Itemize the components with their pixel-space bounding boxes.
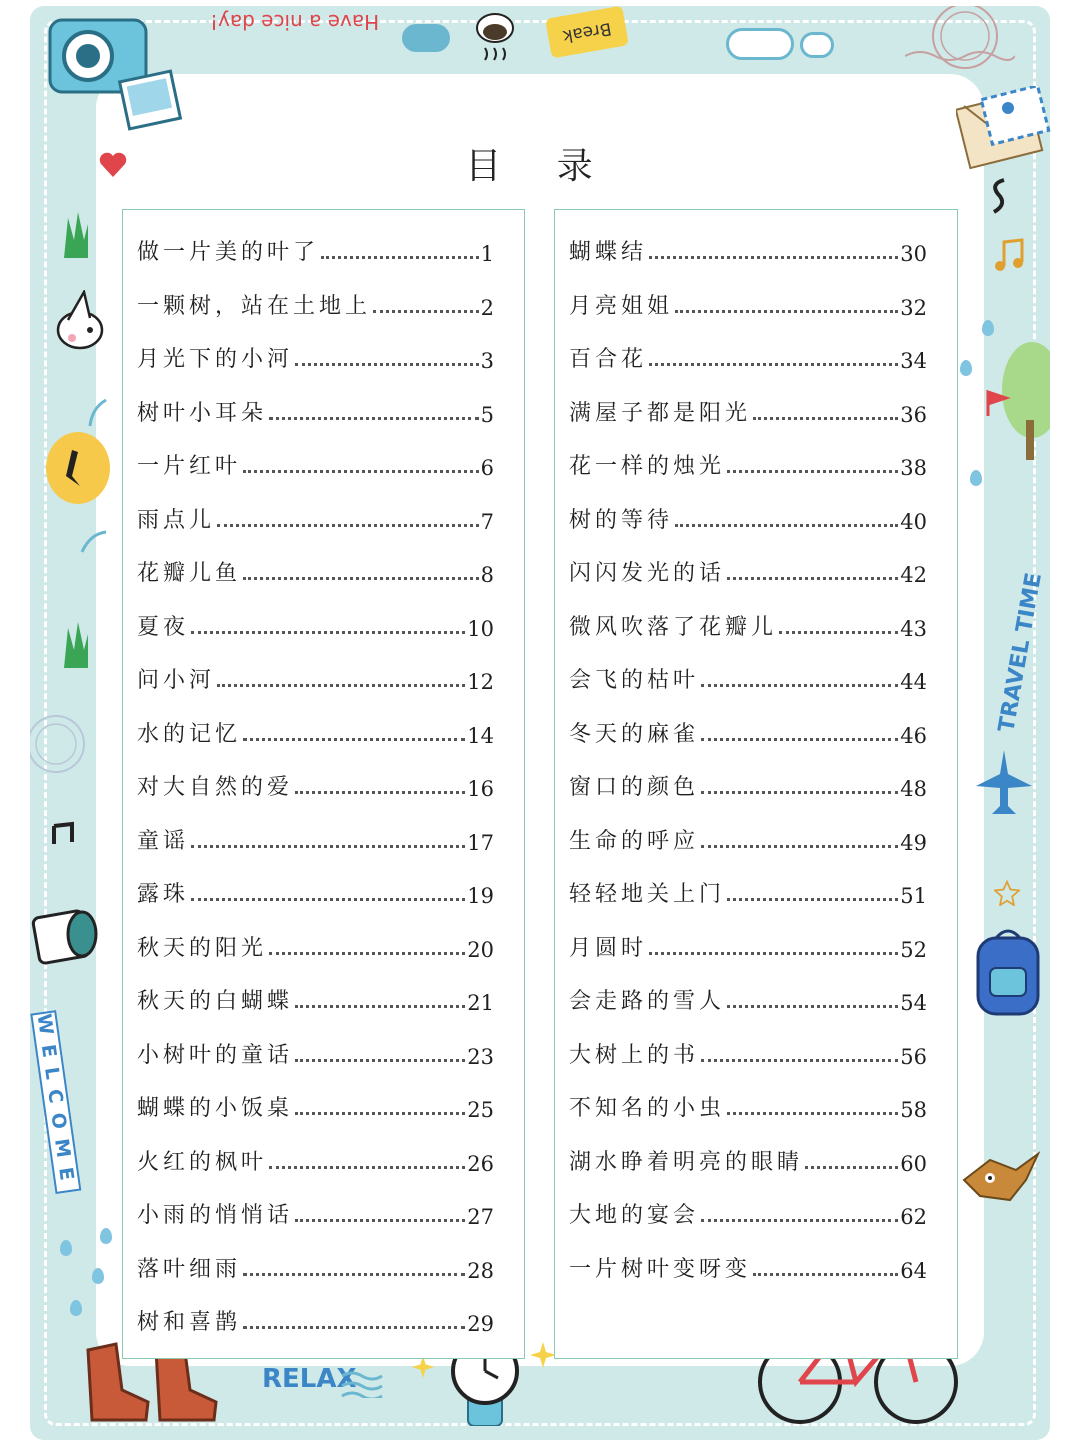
toc-entry-page: 30 bbox=[900, 242, 927, 266]
toc-entry-page: 64 bbox=[900, 1258, 927, 1283]
toc-entry-page: 16 bbox=[467, 777, 494, 801]
raindrop-icon bbox=[60, 1240, 72, 1256]
break-text: Break bbox=[561, 17, 613, 47]
flag-icon bbox=[982, 388, 1012, 418]
toc-entry[interactable] bbox=[137, 654, 494, 694]
toc-entry-page: 6 bbox=[480, 456, 494, 480]
dot-leader bbox=[217, 684, 465, 687]
toc-entry-title: 花一样的烛光 bbox=[569, 454, 726, 479]
dot-leader bbox=[701, 1219, 898, 1222]
toc-entry-page: 21 bbox=[467, 991, 494, 1015]
toc-entry-page: 52 bbox=[900, 937, 927, 962]
seagull-icon bbox=[80, 530, 110, 560]
toc-entry[interactable] bbox=[137, 761, 494, 801]
toc-entry-page: 1 bbox=[480, 242, 494, 266]
toc-entry-page: 51 bbox=[900, 884, 927, 908]
dot-leader bbox=[191, 898, 465, 901]
toc-entry[interactable] bbox=[137, 868, 494, 908]
dot-leader bbox=[701, 845, 898, 848]
toc-entry-page: 54 bbox=[900, 991, 927, 1015]
relax-text: RELAX bbox=[262, 1364, 357, 1394]
toc-entry-title: 火红的枫叶 bbox=[137, 1149, 268, 1175]
toc-entry-title: 小雨的悄悄话 bbox=[137, 1203, 294, 1228]
toc-entry-title: 月光下的小河 bbox=[137, 347, 294, 372]
toc-entry-page: 27 bbox=[467, 1205, 494, 1229]
toc-entry-title: 大地的宴会 bbox=[569, 1203, 700, 1228]
toc-entry-title: 一片树叶变呀变 bbox=[569, 1256, 752, 1282]
toc-entry[interactable] bbox=[569, 868, 927, 908]
dot-leader bbox=[753, 417, 898, 420]
dot-leader bbox=[727, 1112, 898, 1115]
dot-leader bbox=[295, 1112, 465, 1115]
toc-entry-title: 露珠 bbox=[137, 882, 190, 907]
script-greeting bbox=[210, 10, 379, 34]
toc-entry[interactable] bbox=[569, 1243, 927, 1283]
dot-leader bbox=[727, 898, 898, 901]
toc-entry-title: 树叶小耳朵 bbox=[137, 400, 268, 426]
toc-entry[interactable] bbox=[137, 815, 494, 855]
toc-entry-title: 花瓣儿鱼 bbox=[137, 561, 242, 586]
toc-entry-title: 百合花 bbox=[569, 347, 648, 372]
toc-entry-page: 48 bbox=[900, 777, 927, 801]
toc-entry-page: 29 bbox=[467, 1312, 494, 1336]
toc-entry-page: 38 bbox=[900, 456, 927, 480]
toc-entry-title: 一片红叶 bbox=[137, 454, 242, 479]
dot-leader bbox=[191, 631, 465, 634]
toc-entry-page: 10 bbox=[467, 616, 494, 641]
toc-entry-title: 蝴蝶结 bbox=[569, 240, 648, 265]
toc-entry[interactable] bbox=[569, 815, 927, 855]
dot-leader bbox=[373, 310, 479, 313]
toc-entry-page: 28 bbox=[467, 1258, 494, 1283]
cloud-icon bbox=[800, 32, 834, 58]
toc-entry[interactable] bbox=[569, 1189, 927, 1229]
owl-icon bbox=[960, 1150, 1040, 1210]
toc-entry[interactable] bbox=[137, 1136, 494, 1176]
toc-entry-page: 42 bbox=[900, 563, 927, 587]
dot-leader bbox=[675, 310, 898, 313]
dot-leader bbox=[675, 524, 898, 527]
toc-entry-title: 夏夜 bbox=[137, 614, 190, 640]
toc-entry-page: 40 bbox=[900, 509, 927, 534]
toc-entry-page: 32 bbox=[900, 295, 927, 320]
toc-entry-title: 问小河 bbox=[137, 668, 216, 693]
toc-entry-page: 12 bbox=[467, 670, 494, 694]
toc-entry[interactable] bbox=[569, 654, 927, 694]
dot-leader bbox=[727, 577, 898, 580]
toc-entry[interactable] bbox=[569, 922, 927, 962]
hat-icon bbox=[42, 428, 116, 508]
toc-entry-page: 60 bbox=[900, 1151, 927, 1176]
wave-icon bbox=[340, 1368, 390, 1398]
toc-entry[interactable] bbox=[137, 1029, 494, 1069]
toc-entry[interactable] bbox=[137, 975, 494, 1015]
toc-entry-page: 34 bbox=[900, 349, 927, 373]
toc-entry[interactable] bbox=[569, 333, 927, 373]
toc-entry-page: 62 bbox=[900, 1205, 927, 1229]
toc-entry-title: 轻轻地关上门 bbox=[569, 882, 726, 907]
toc-entry[interactable] bbox=[137, 1189, 494, 1229]
toc-column-right bbox=[554, 209, 958, 1359]
toc-entry-title: 秋天的阳光 bbox=[137, 935, 268, 961]
toc-entry-title: 会走路的雪人 bbox=[569, 989, 726, 1014]
dot-leader bbox=[295, 1219, 465, 1222]
toc-entry-title: 雨点儿 bbox=[137, 507, 216, 533]
dot-leader bbox=[295, 791, 465, 794]
star-icon bbox=[994, 880, 1020, 906]
toc-entry-title: 生命的呼应 bbox=[569, 828, 700, 854]
dot-leader bbox=[217, 524, 479, 527]
toc-entry[interactable] bbox=[569, 280, 927, 320]
dot-leader bbox=[701, 738, 898, 741]
toc-entry-page: 3 bbox=[480, 349, 494, 373]
bird-icon bbox=[50, 290, 110, 360]
toc-entry-title: 冬天的麻雀 bbox=[569, 721, 700, 747]
toc-entry-page: 49 bbox=[900, 830, 927, 855]
music-note-icon bbox=[990, 236, 1030, 276]
toc-entry-title: 月亮姐姐 bbox=[569, 293, 674, 319]
backpack-icon bbox=[968, 924, 1048, 1024]
toc-entry[interactable] bbox=[569, 387, 927, 427]
toc-entry-page: 43 bbox=[900, 616, 927, 641]
raindrop-icon bbox=[960, 360, 972, 376]
toc-entry-title: 水的记忆 bbox=[137, 721, 242, 747]
raindrop-icon bbox=[100, 1228, 112, 1244]
dot-leader bbox=[295, 1005, 465, 1008]
dot-leader bbox=[243, 1273, 465, 1276]
toc-entry-page: 46 bbox=[900, 723, 927, 748]
postmark-stamp-icon bbox=[30, 700, 90, 790]
dot-leader bbox=[243, 577, 479, 580]
dot-leader bbox=[779, 631, 898, 634]
toc-entry-title: 树和喜鹊 bbox=[137, 1310, 242, 1335]
toc-entry-title: 微风吹落了花瓣儿 bbox=[569, 614, 778, 640]
music-note-icon bbox=[48, 820, 78, 850]
toc-entry-page: 5 bbox=[480, 402, 494, 427]
toc-entry[interactable] bbox=[569, 494, 927, 534]
toc-entry[interactable] bbox=[569, 547, 927, 587]
toc-entry-title: 窗口的颜色 bbox=[569, 775, 700, 800]
grass-icon bbox=[62, 620, 90, 670]
toc-entry[interactable] bbox=[137, 708, 494, 748]
toc-entry-page: 7 bbox=[480, 509, 494, 534]
toc-entry-title: 秋天的白蝴蝶 bbox=[137, 989, 294, 1014]
toc-entry-page: 36 bbox=[900, 402, 927, 427]
toc-entry-title: 小树叶的童话 bbox=[137, 1042, 294, 1068]
toc-entry[interactable] bbox=[137, 1082, 494, 1122]
dot-leader bbox=[243, 470, 479, 473]
toc-entry-page: 2 bbox=[480, 295, 494, 320]
grass-icon bbox=[62, 210, 90, 260]
toc-entry-title: 树的等待 bbox=[569, 507, 674, 533]
dot-leader bbox=[243, 1326, 465, 1329]
toc-entry-title: 大树上的书 bbox=[569, 1042, 700, 1068]
dot-leader bbox=[649, 256, 898, 259]
camera-icon bbox=[44, 14, 184, 134]
toc-entry[interactable] bbox=[137, 226, 494, 266]
toc-entry-page: 20 bbox=[467, 937, 494, 962]
toc-entry[interactable] bbox=[569, 1029, 927, 1069]
dot-leader bbox=[727, 1005, 898, 1008]
coffee-cup-icon bbox=[30, 904, 100, 968]
toc-entry-title: 不知名的小虫 bbox=[569, 1096, 726, 1121]
toc-entry-page: 56 bbox=[900, 1044, 927, 1069]
dot-leader bbox=[727, 470, 898, 473]
toc-entry-title: 对大自然的爱 bbox=[137, 775, 294, 800]
dot-leader bbox=[701, 684, 898, 687]
toc-entry-title: 闪闪发光的话 bbox=[569, 561, 726, 586]
toc-entry[interactable] bbox=[137, 922, 494, 962]
bread-icon bbox=[470, 8, 520, 68]
travel-text: TRAVEL TIME bbox=[994, 570, 1047, 735]
toc-entry[interactable] bbox=[137, 1296, 494, 1336]
toc-entry-page: 25 bbox=[467, 1098, 494, 1122]
toc-column-left bbox=[122, 209, 525, 1359]
toc-entry[interactable] bbox=[569, 226, 927, 266]
dot-leader bbox=[269, 1166, 465, 1169]
toc-entry[interactable] bbox=[137, 280, 494, 320]
toc-entry-title: 落叶细雨 bbox=[137, 1256, 242, 1282]
toc-entry[interactable] bbox=[569, 761, 927, 801]
toc-entry-page: 26 bbox=[467, 1151, 494, 1176]
postmark-stamp-icon bbox=[905, 6, 1015, 76]
toc-entry[interactable] bbox=[137, 387, 494, 427]
dot-leader bbox=[649, 363, 898, 366]
toc-entry-page: 44 bbox=[900, 670, 927, 694]
toc-entry[interactable] bbox=[569, 1136, 927, 1176]
page-title: 目 录 bbox=[465, 146, 615, 187]
toc-entry-page: 8 bbox=[480, 563, 494, 587]
raindrop-icon bbox=[982, 320, 994, 336]
toc-entry-title: 童谣 bbox=[137, 828, 190, 854]
toc-entry[interactable] bbox=[569, 440, 927, 480]
toc-entry[interactable] bbox=[137, 440, 494, 480]
toc-entry[interactable] bbox=[137, 333, 494, 373]
dot-leader bbox=[649, 952, 898, 955]
toc-entry[interactable] bbox=[569, 975, 927, 1015]
raindrop-icon bbox=[970, 470, 982, 486]
dot-leader bbox=[753, 1273, 898, 1276]
toc-entry-title: 满屋子都是阳光 bbox=[569, 400, 752, 426]
toc-entry-title: 做一片美的叶了 bbox=[137, 240, 320, 265]
dot-leader bbox=[805, 1166, 898, 1169]
dot-leader bbox=[321, 256, 479, 259]
toc-entry[interactable] bbox=[569, 708, 927, 748]
toc-entry-title: 一颗树，站在土地上 bbox=[137, 293, 372, 319]
toc-entry[interactable] bbox=[569, 1082, 927, 1122]
raindrop-icon bbox=[92, 1268, 104, 1284]
welcome-text: WELCOME bbox=[30, 1010, 81, 1194]
toc-entry[interactable] bbox=[137, 601, 494, 641]
toc-entry-title: 会飞的枯叶 bbox=[569, 668, 700, 693]
toc-entry-title: 蝴蝶的小饭桌 bbox=[137, 1096, 294, 1121]
dot-leader bbox=[295, 1059, 465, 1062]
cloud-icon bbox=[726, 28, 794, 60]
dot-leader bbox=[243, 738, 465, 741]
dot-leader bbox=[701, 791, 898, 794]
toc-entry-title: 月圆时 bbox=[569, 935, 648, 961]
toc-entry-page: 58 bbox=[900, 1098, 927, 1122]
toc-entry[interactable] bbox=[137, 494, 494, 534]
toc-entry[interactable] bbox=[137, 1243, 494, 1283]
dot-leader bbox=[269, 952, 465, 955]
toc-entry[interactable] bbox=[569, 601, 927, 641]
toc-entry-title: 湖水睁着明亮的眼睛 bbox=[569, 1149, 804, 1175]
toc-entry[interactable] bbox=[137, 547, 494, 587]
greeting-text: Have a nice day! bbox=[210, 10, 380, 34]
raindrop-icon bbox=[70, 1300, 82, 1316]
dot-leader bbox=[701, 1059, 898, 1062]
seagull-icon bbox=[88, 398, 108, 428]
toc-entry-page: 19 bbox=[467, 884, 494, 908]
toc-entry-page: 14 bbox=[467, 723, 494, 748]
dot-leader bbox=[191, 845, 465, 848]
toc-entry-page: 23 bbox=[467, 1044, 494, 1069]
cloud-icon bbox=[402, 24, 450, 52]
airplane-icon bbox=[974, 748, 1034, 818]
toc-entry-page: 17 bbox=[467, 830, 494, 855]
dot-leader bbox=[295, 363, 479, 366]
dot-leader bbox=[269, 417, 479, 420]
